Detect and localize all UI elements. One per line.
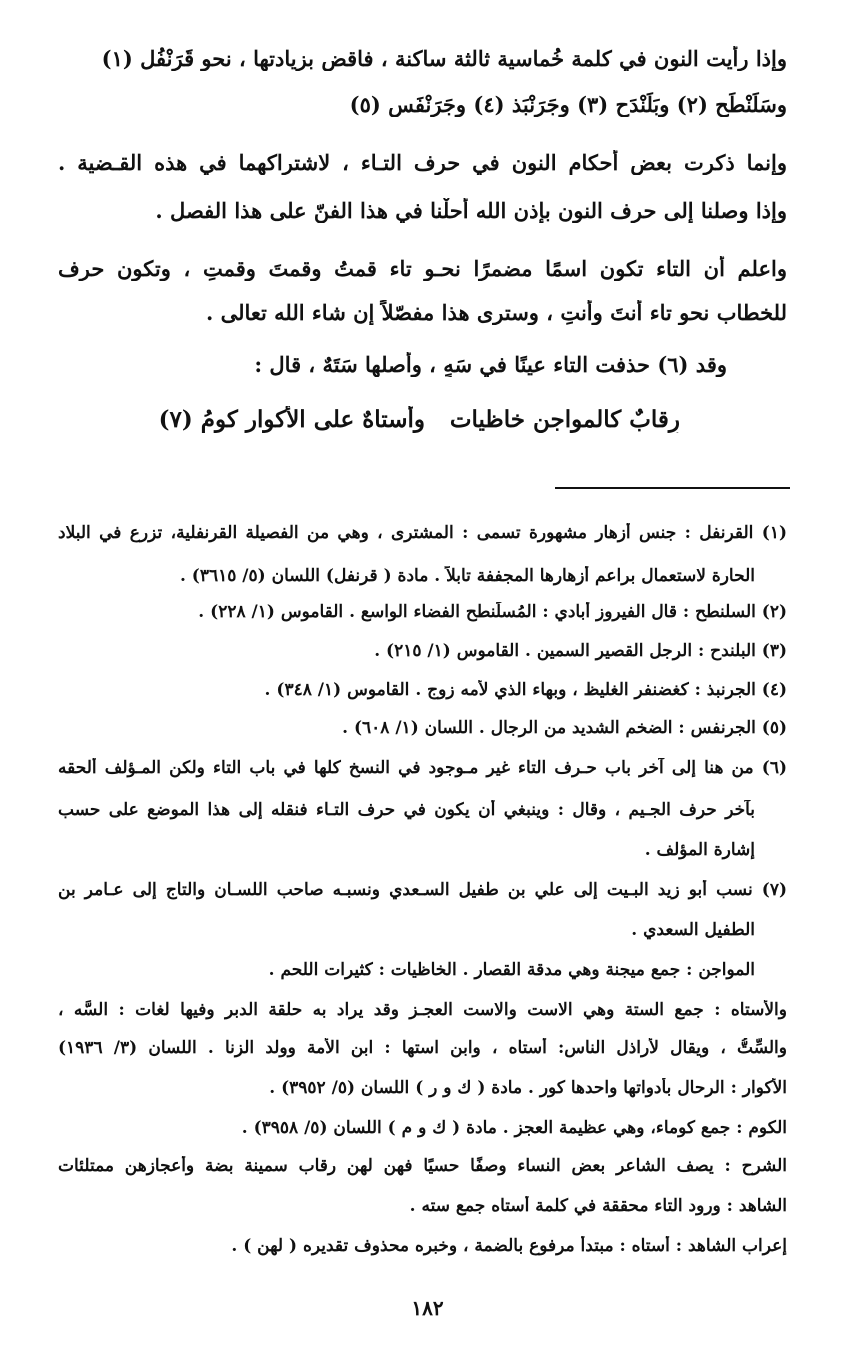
footnote-6-line-1: (٦) من هنا إلى آخر باب حـرف التاء غير مـوجود في النسخ كلها في باب التاء ولكن المـؤلف ألحقه: [58, 758, 787, 778]
footnote-3: (٣) البلندح : الرجل القصير السمين . القاموس (١/ ٢١٥) .: [374, 641, 787, 661]
footnote-7-line-6: الأكوار : الرحال بأدواتها واحدها كور . مادة ( ك و ر ) اللسان (٥/ ٣٩٥٢) .: [269, 1078, 787, 1098]
footnote-7-line-2: الطفيل السعدي .: [631, 920, 755, 940]
footnote-5: (٥) الجرنفس : الضخم الشديد من الرجال . اللسان (١/ ٦٠٨) .: [342, 718, 787, 738]
verse-hemistich-1: رِقابٌ كالمواجن خاظيات: [449, 406, 680, 433]
footnote-7-line-1: (٧) نسب أبو زيد البـيت إلى علي بن طفيل السـعدي ونسبـه صاحب اللسـان والتاج إلى عـامر بن: [58, 880, 787, 900]
main-line-5: واعلم أن التاء تكون اسمًا مضمرًا نحـو تاء قمتُ وقمتَ وقمتِ ، وتكون حرف: [58, 256, 787, 281]
footnote-7-line-3: المواجن : جمع ميجنة وهي مدقة القصار . الخاظيات : كثيرات اللحم .: [268, 960, 755, 980]
footnote-1-line-2: الحارة لاستعمال براعم أزهارها المجففة تابلاً . مادة ( قرنفل) اللسان (٥/ ٣٦١٥) .: [179, 566, 755, 586]
footnote-4: (٤) الجرنبذ : كغضنفر الغليظ ، وبهاء الذي لأمه زوج . القاموس (١/ ٣٤٨) .: [264, 680, 787, 700]
footnote-7-line-7: الكوم : جمع كوماء، وهي عظيمة العجز . مادة ( ك و م ) اللسان (٥/ ٣٩٥٨) .: [241, 1118, 787, 1138]
footnote-7-line-5: والسِّتُّ ، ويقال لأراذل الناس: أستاه ، وابن استها : ابن الأمة وولد الزنا . اللسان (٣/ ١٩٣٦): [58, 1038, 787, 1058]
main-line-3: وإنما ذكرت بعض أحكام النون في حرف التـاء ، لاشتراكهما في هذه القـضية .: [58, 150, 787, 175]
footnote-separator: [555, 487, 790, 489]
footnote-7-line-9: الشاهد : ورود التاء محققة في كلمة أستاه جمع سته .: [409, 1196, 787, 1216]
footnote-7-line-10: إعراب الشاهد : أستاه : مبتدأ مرفوع بالضمة ، وخبره محذوف تقديره ( لهن ) .: [231, 1236, 787, 1256]
footnote-6-line-3: إشارة المؤلف .: [644, 840, 755, 860]
verse-hemistich-2: وأستاهٌ على الأكوار كومُ (٧): [158, 406, 425, 433]
footnote-7-line-8: الشرح : يصف الشاعر بعض النساء وصفًا حسيًا فهن لهن رقاب سمينة بضة وأعجازهن ممتلئات: [58, 1156, 787, 1176]
footnote-2: (٢) السلنطح : قال الفيروز أبادي : المُسلَنطح الفضاء الواسع . القاموس (١/ ٢٢٨) .: [198, 602, 787, 622]
main-line-2: وسَلَنْطَح (٢) وبَلَنْدَح (٣) وجَرَنْبَذ (٤) وجَرَنْفَس (٥): [349, 92, 787, 117]
main-line-1: وإذا رأيت النون في كلمة خُماسية ثالثة ساكنة ، فاقض بزيادتها ، نحو قَرَنْفُل (١): [101, 46, 787, 71]
page-number: ١٨٢: [411, 1296, 444, 1320]
footnote-6-line-2: بآخر حرف الجـيم ، وقال : وينبغي أن يكون في حرف التـاء فنقله إلى هذا الموضع على حسب: [58, 800, 755, 820]
footnote-7-line-4: والأستاه : جمع الستة وهي الاست والاست العجـز وقد يراد به حلقة الدبر وفيها لغات : السَّه ،: [58, 1000, 787, 1020]
main-line-4: وإذا وصلنا إلى حرف النون بإذن الله أحلْنا في هذا الفنّ على هذا الفصل .: [155, 198, 787, 223]
footnote-1-line-1: (١) القرنفل : جنس أزهار مشهورة تسمى : المشترى ، وهي من الفصيلة القرنفلية، تزرع في البلاد: [58, 523, 787, 543]
main-line-6: للخطاب نحو تاء أنتَ وأنتِ ، وسترى هذا مفصّلاً إن شاء الله تعالى .: [205, 300, 787, 325]
main-line-7: وقد (٦) حذفت التاء عينًا في سَهٍ ، وأصلها سَتَهٌ ، قال :: [254, 352, 727, 377]
